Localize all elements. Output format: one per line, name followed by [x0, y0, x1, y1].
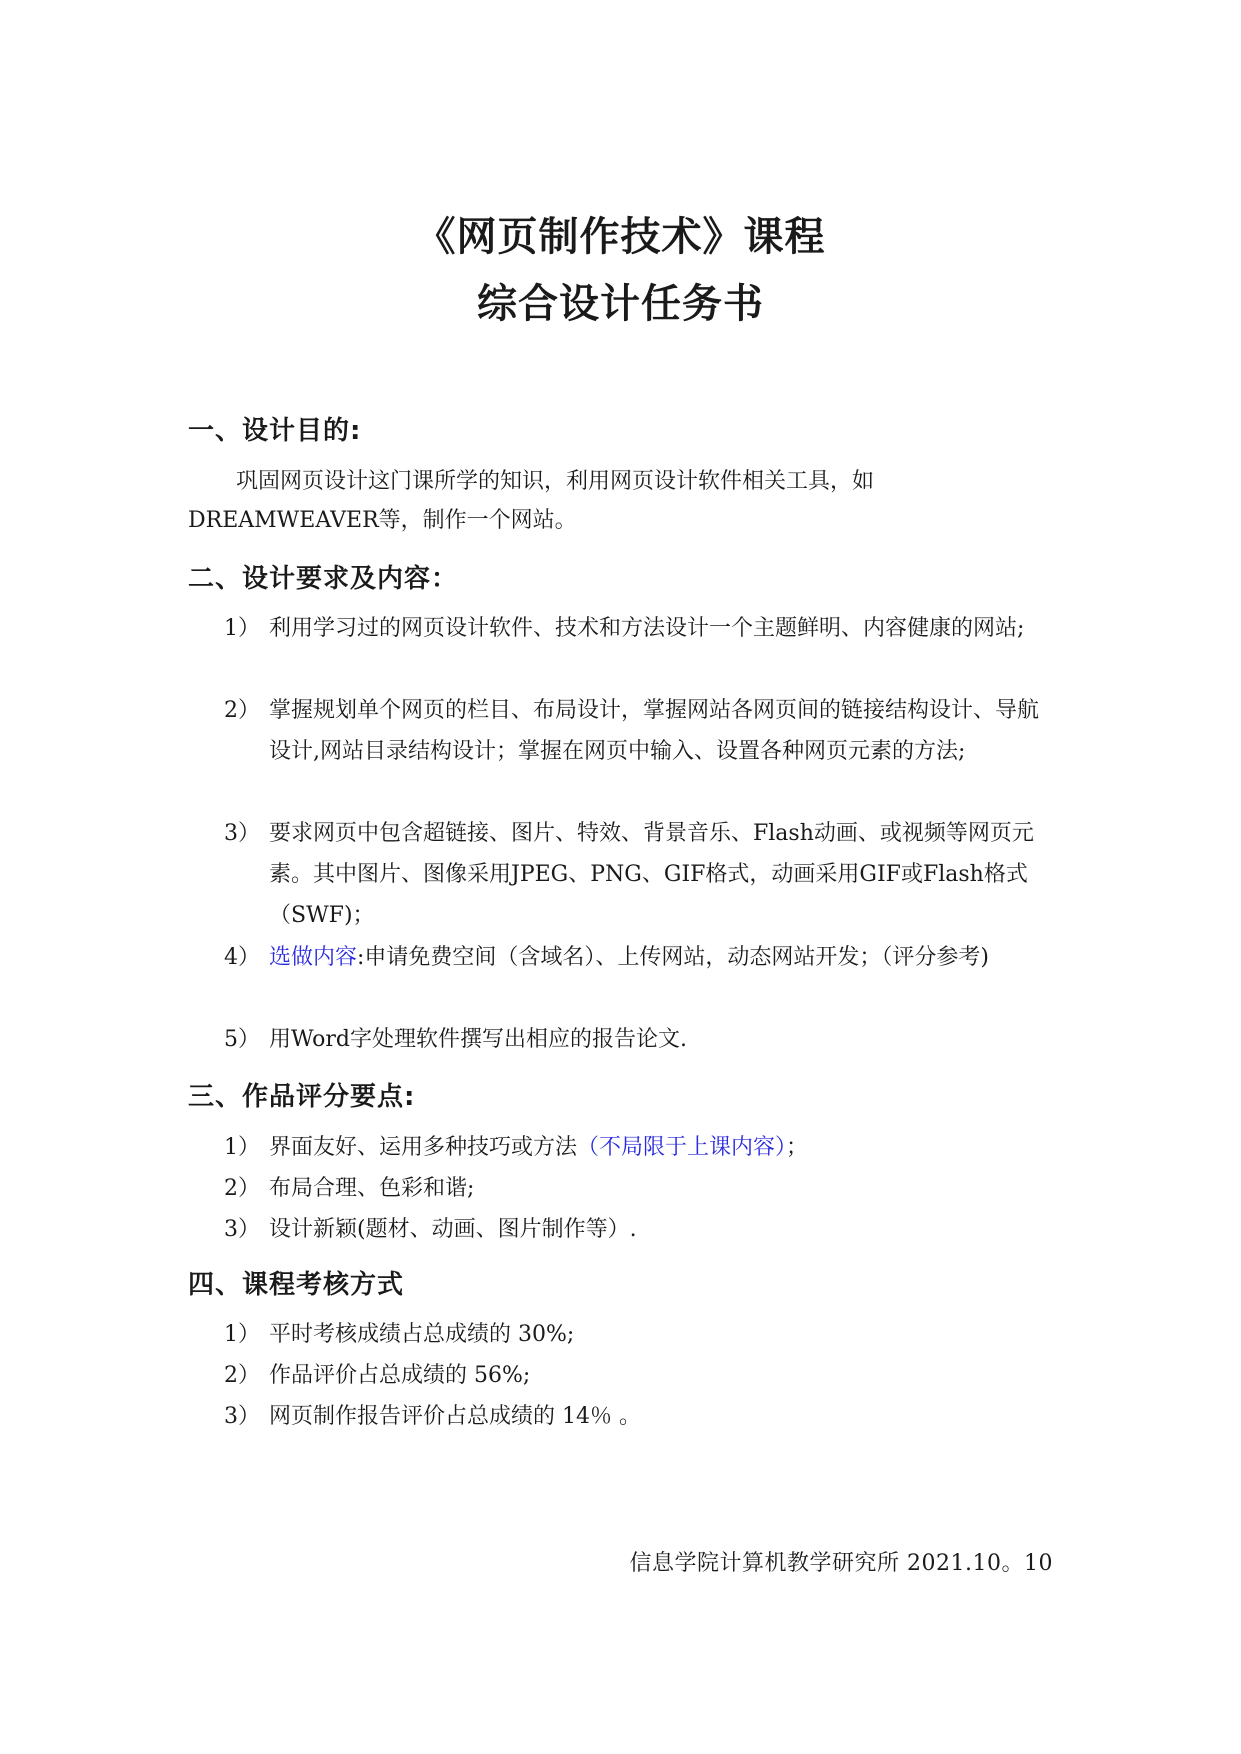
section3-item3-text: 设计新颖(题材、动画、图片制作等）. [269, 1217, 637, 1242]
section4-item1-number: 1） [224, 1322, 260, 1347]
section3-item3-number: 3） [224, 1217, 260, 1242]
document-title-line1: 《网页制作技术》课程 [415, 214, 826, 260]
section2-item4-text [269, 937, 1059, 978]
section2-item5-text: 用Word字处理软件撰写出相应的报告论文. [269, 1027, 687, 1052]
section3-item2-text: 布局合理、色彩和谐; [269, 1176, 475, 1201]
section2-item1-text: 利用学习过的网页设计软件、技术和方法设计一个主题鲜明、内容健康的网站; [269, 616, 1025, 641]
document-title-line2: 综合设计任务书 [477, 281, 764, 327]
section3-heading: 三、作品评分要点: [188, 1082, 416, 1112]
section2-item4-body: :申请免费空间（含域名）、上传网站，动态网站开发；（评分参考) [357, 945, 990, 970]
section4-item2-number: 2） [224, 1363, 260, 1388]
footer-signature: 信息学院计算机教学研究所 2021.10。10 [629, 1551, 1053, 1576]
section2-item2-text: 掌握规划单个网页的栏目、布局设计，掌握网站各网页间的链接结构设计、导航设计,网站目录结构设计；掌握在网页中输入、设置各种网页元素的方法; [269, 698, 1040, 764]
section2-item3-text: 要求网页中包含超链接、图片、特效、背景音乐、Flash动画、或视频等网页元素。其中图片、图像采用JPEG、PNG、GIF格式，动画采用GIF或Flash格式（SWF)； [269, 821, 1034, 928]
section3-item1-body: 界面友好、运用多种技巧或方法 [269, 1135, 578, 1160]
section2-item4-number: 4） [224, 945, 260, 970]
section1-heading: 一、设计目的: [188, 416, 362, 446]
section4-item1-text: 平时考核成绩占总成绩的 30%; [269, 1322, 575, 1347]
section4-item2-text: 作品评价占总成绩的 56%; [269, 1363, 531, 1388]
optional-content-highlight: 选做内容 [269, 945, 358, 970]
not-limited-highlight: （不局限于上课内容） [577, 1135, 787, 1160]
section3-item2-number: 2） [224, 1176, 260, 1201]
section3-item1-text [269, 1127, 1059, 1168]
section1-paragraph-line2: DREAMWEAVER等，制作一个网站。 [188, 508, 577, 533]
section2-item5-number: 5） [224, 1027, 260, 1052]
section4-item3-number: 3） [224, 1404, 260, 1429]
section2-item3-number: 3） [224, 821, 260, 846]
section2-heading: 二、设计要求及内容： [188, 564, 459, 594]
section3-item1-suffix: ； [786, 1135, 809, 1160]
section4-item3-text: 网页制作报告评价占总成绩的 14％ 。 [269, 1404, 641, 1429]
section2-item1-number: 1） [224, 616, 260, 641]
section2-item2-number: 2） [224, 698, 260, 723]
section3-item1-number: 1） [224, 1135, 260, 1160]
section1-paragraph-line1: 巩固网页设计这门课所学的知识，利用网页设计软件相关工具，如 [236, 469, 875, 494]
section4-heading: 四、课程考核方式 [188, 1270, 405, 1300]
